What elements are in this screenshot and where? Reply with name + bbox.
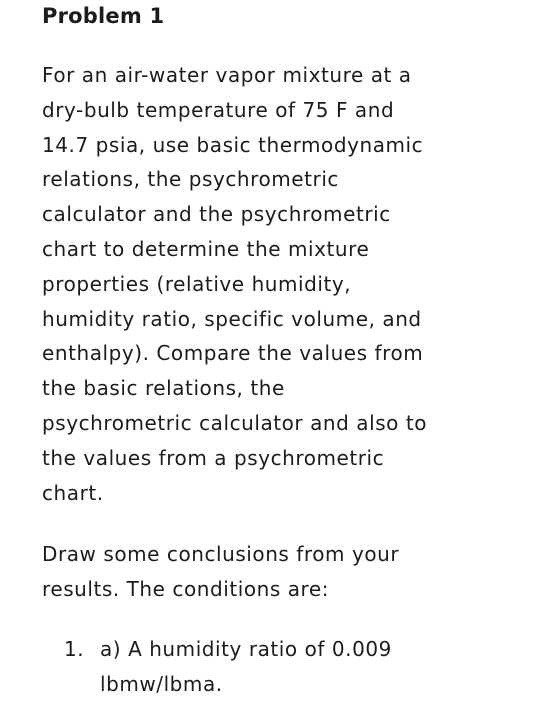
description-line: dry-bulb temperature of 75 F and (42, 97, 395, 122)
description-line: chart. (42, 480, 104, 505)
description-line: psychrometric calculator and also to (42, 410, 428, 435)
description-line: the values from a psychrometric (42, 445, 385, 470)
description-line: properties (relative humidity, (42, 271, 352, 296)
list-number: 1. (64, 637, 85, 661)
problem-description (42, 58, 427, 510)
description-line: relations, the psychrometric (42, 167, 339, 192)
problem-heading: Problem 1 (42, 4, 165, 28)
condition-line: a) A humidity ratio of 0.009 (100, 637, 392, 661)
instruction-line: Draw some conclusions from your (42, 542, 400, 566)
conditions-list (42, 632, 532, 702)
description-line: the basic relations, the (42, 376, 285, 401)
description-line: For an air-water vapor mixture at a (42, 63, 412, 87)
description-line: calculator and the psychrometric (42, 202, 391, 227)
description-line: humidity ratio, specific volume, and (42, 306, 422, 331)
instruction-line: results. The conditions are: (42, 576, 330, 601)
description-line: chart to determine the mixture (42, 236, 370, 261)
condition-item (42, 632, 532, 702)
conclusions-instruction (42, 537, 399, 607)
description-line: enthalpy). Compare the values from (42, 341, 424, 366)
description-line: 14.7 psia, use basic thermodynamic (42, 132, 424, 157)
condition-line: lbmw/lbma. (100, 671, 223, 696)
